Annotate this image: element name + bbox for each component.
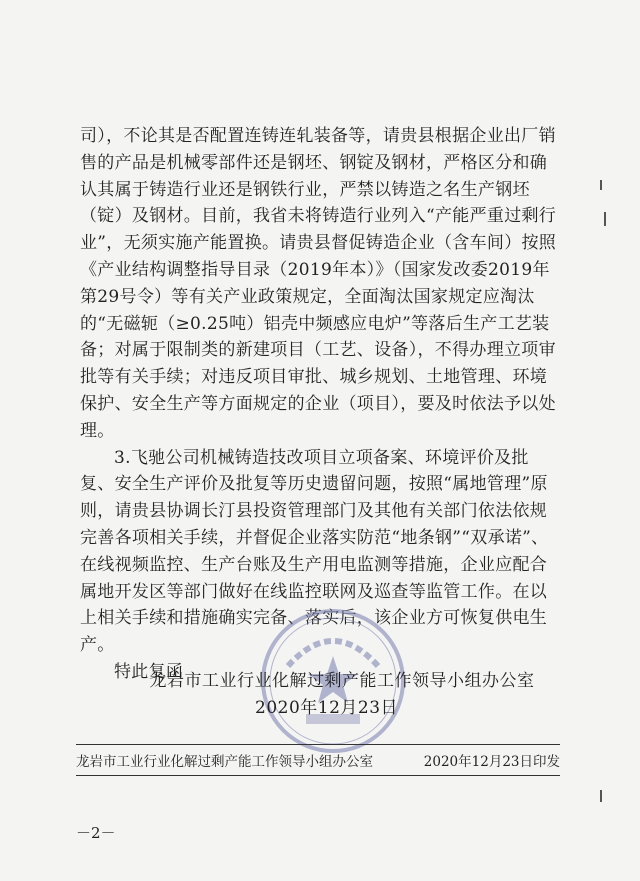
body-text xyxy=(80,123,558,686)
footer-rule-bottom xyxy=(76,775,560,776)
closing-line: 特此复函 xyxy=(114,661,184,682)
scan-mark xyxy=(600,180,602,190)
signature-org: 龙岩市工业行业化解过剩产能工作领导小组办公室 xyxy=(149,671,535,691)
page-number: －2－ xyxy=(76,824,116,842)
footer xyxy=(76,750,560,770)
footer-date: 2020年12月23日印发 xyxy=(423,754,560,770)
signature-date: 2020年12月23日 xyxy=(255,698,399,718)
footer-rule-top xyxy=(76,744,560,745)
footer-issuer: 龙岩市工业行业化解过剩产能工作领导小组办公室 xyxy=(76,754,373,770)
scan-mark xyxy=(604,212,606,226)
paragraph-1: 司），不论其是否配置连铸连轧装备等，请贵县根据企业出厂销售的产品是机械零部件还是钢坯、钢锭及钢材，严格区分和确认其属于铸造行业还是钢铁行业，严禁以铸造之名生产钢坯（锭）及钢材。目前，我省未将铸造行业列入“产能严重过剩行业”，无须实施产能置换。请贵县督促铸造企业（含车间）按照《产业结构调整指导目录（2019年本）》（国家发改委2019年第29号令）等有关产业政策规定，全面淘汰国家规定应淘汰的“无磁轭（≥0.25吨）铝壳中频感应电炉”等落后生产工艺装备；对属于限制类的新建项目（工艺、设备），不得办理立项审批等有关手续；对违反项目审批、城乡规划、土地管理、环境保护、安全生产等方面规定的企业（项目），要及时依法予以处理。 xyxy=(80,126,557,441)
scan-mark xyxy=(600,790,602,802)
paragraph-2: 3.飞驰公司机械铸造技改项目立项备案、环境评价及批复、安全生产评价及批复等历史遗留问题，按照“属地管理”原则，请贵县协调长汀县投资管理部门及其他有关部门依法依规完善各项相关手续，并督促企业落实防范“地条钢”“双承诺”、在线视频监控、生产台账及生产用电监测等措施，企业应配合属地开发区等部门做好在线监控联网及巡查等监管工作。在以上相关手续和措施确实完备、落实后，该企业方可恢复供电生产。 xyxy=(80,447,549,656)
